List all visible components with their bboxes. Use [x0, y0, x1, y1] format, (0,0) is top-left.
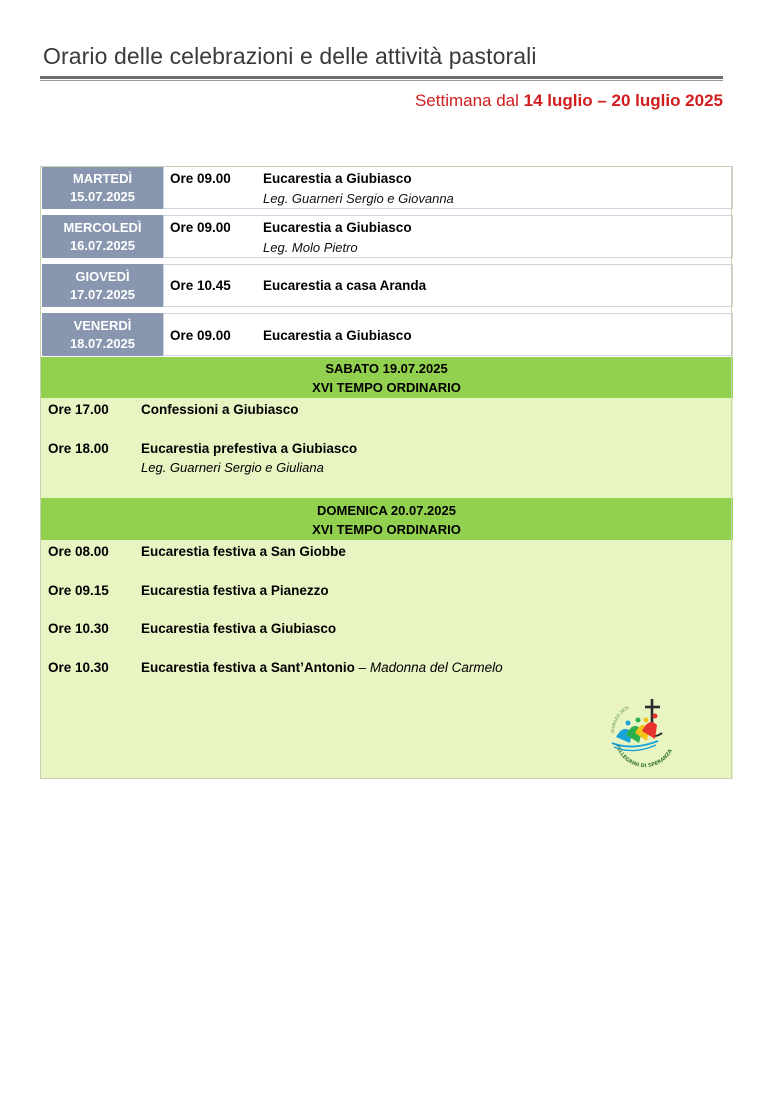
event-time: Ore 18.00 — [48, 441, 109, 456]
saturday-header — [40, 357, 733, 398]
event-title: Eucarestia a casa Aranda — [263, 278, 427, 293]
event-time: Ore 10.30 — [48, 660, 109, 675]
day-date: 16.07.2025 — [69, 237, 136, 253]
event-title: Eucarestia a Giubiasco — [263, 328, 412, 343]
event-title: Eucarestia festiva a San Giobbe — [141, 544, 346, 559]
event-time: Ore 09.00 — [170, 328, 231, 343]
row-box — [163, 313, 733, 356]
week-dates: 14 luglio – 20 luglio 2025 — [523, 91, 723, 110]
week-prefix: Settimana dal — [414, 91, 524, 110]
day-cell — [42, 264, 163, 307]
title-rule — [40, 76, 723, 79]
weekday-row-friday — [40, 313, 733, 356]
event-title-main: Eucarestia festiva a Sant’Antonio — [141, 660, 355, 675]
event-title: Eucarestia a Giubiasco — [263, 220, 412, 235]
day-name: VENERDÌ — [73, 317, 132, 333]
title-rule-thin — [40, 80, 723, 81]
event-note: Leg. Guarneri Sergio e Giuliana — [141, 460, 324, 475]
page-title: Orario delle celebrazioni e delle attività pastorali — [43, 43, 537, 69]
event-time: Ore 17.00 — [48, 402, 109, 417]
event-title: Eucarestia festiva a Giubiasco — [141, 621, 337, 636]
jubilee-logo-icon — [602, 693, 682, 771]
event-note: Leg. Molo Pietro — [263, 240, 358, 255]
event-time: Ore 10.45 — [170, 278, 231, 293]
day-date: 17.07.2025 — [69, 286, 136, 302]
event-title: Eucarestia prefestiva a Giubiasco — [141, 441, 358, 456]
day-cell — [42, 166, 163, 209]
day-name: MARTEDÌ — [72, 170, 133, 186]
weekday-row-tuesday — [40, 166, 733, 209]
day-cell — [42, 313, 163, 356]
event-title — [141, 660, 503, 675]
svg-text:GIUBILEO 2025 — [610, 704, 630, 733]
logo-text-top: GIUBILEO 2025 — [609, 704, 630, 734]
sunday-header — [40, 498, 733, 540]
logo-text-bottom: PELLEGRINI DI SPERANZA — [614, 743, 674, 770]
saturday-subheading: XVI TEMPO ORDINARIO — [312, 380, 461, 395]
row-box — [163, 264, 733, 307]
week-range — [415, 91, 723, 111]
event-time: Ore 09.00 — [170, 220, 231, 235]
day-date: 15.07.2025 — [69, 188, 136, 204]
day-name: GIOVEDÌ — [75, 268, 130, 284]
event-time: Ore 10.30 — [48, 621, 109, 636]
row-box — [163, 215, 733, 258]
event-note: Leg. Guarneri Sergio e Giovanna — [263, 191, 454, 206]
weekday-row-thursday — [40, 264, 733, 307]
day-cell — [42, 215, 163, 258]
saturday-heading: SABATO 19.07.2025 — [325, 361, 448, 376]
day-date: 18.07.2025 — [69, 335, 136, 351]
day-name: MERCOLEDÌ — [63, 219, 142, 235]
event-title: Confessioni a Giubiasco — [141, 402, 299, 417]
weekday-row-wednesday — [40, 215, 733, 258]
sunday-subheading: XVI TEMPO ORDINARIO — [312, 522, 461, 537]
event-title: Eucarestia a Giubiasco — [263, 171, 412, 186]
event-time: Ore 09.00 — [170, 171, 231, 186]
event-time: Ore 08.00 — [48, 544, 109, 559]
event-title-suffix: – Madonna del Carmelo — [354, 660, 503, 675]
svg-text:PELLEGRINI DI SPERANZA — [614, 744, 674, 769]
sunday-heading: DOMENICA 20.07.2025 — [317, 503, 456, 518]
event-time: Ore 09.15 — [48, 583, 109, 598]
event-title: Eucarestia festiva a Pianezzo — [141, 583, 329, 598]
